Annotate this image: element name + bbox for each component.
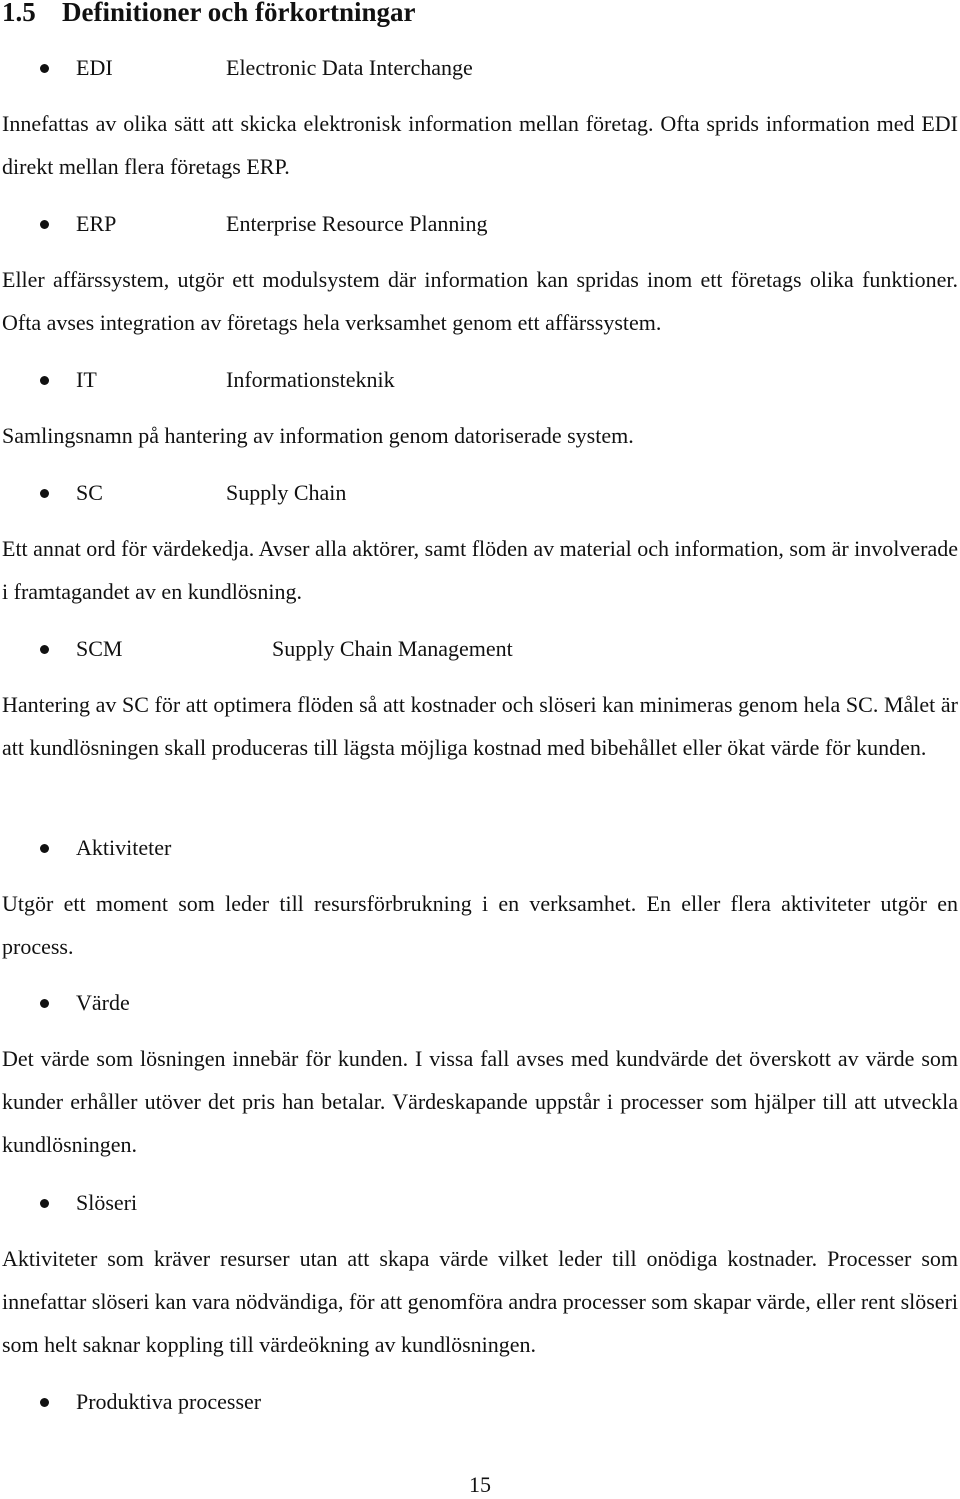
term-abbreviation: ERP bbox=[76, 211, 117, 236]
bullet-icon bbox=[40, 1199, 49, 1208]
term-expansion: Supply Chain Management bbox=[272, 636, 513, 661]
definition-paragraph: Aktiviteter som kräver resurser utan att skapa värde vilket leder till onödiga kostnader. Processer som innefattar slöseri kan vara nödvändiga, för att genomföra andra processer som skapar värde, eller rent slöseri som helt saknar koppling till värdeökning av kundlösningen. bbox=[2, 1246, 959, 1357]
term-abbreviation: EDI bbox=[76, 55, 113, 80]
definition-paragraph: Samlingsnamn på hantering av information genom datoriserade system. bbox=[2, 423, 634, 448]
term-abbreviation: IT bbox=[76, 367, 97, 392]
term-expansion: Enterprise Resource Planning bbox=[226, 211, 488, 236]
term-expansion: Electronic Data Interchange bbox=[226, 55, 473, 80]
term-abbreviation: Produktiva processer bbox=[76, 1389, 262, 1414]
definition-paragraph: Innefattas av olika sätt att skicka elektronisk information mellan företag. Ofta sprids information med EDI direkt mellan flera företags ERP. bbox=[2, 111, 958, 179]
bullet-icon bbox=[40, 844, 49, 853]
bullet-icon bbox=[40, 489, 49, 498]
term-abbreviation: SC bbox=[76, 480, 103, 505]
bullet-icon bbox=[40, 376, 49, 385]
bullet-icon bbox=[40, 64, 49, 73]
term-abbreviation: Värde bbox=[76, 990, 130, 1015]
definition-paragraph: Eller affärssystem, utgör ett modulsystem där information kan spridas inom ett företags olika funktioner. Ofta avses integration av företags hela verksamhet genom ett affärssystem. bbox=[2, 267, 958, 335]
bullet-icon bbox=[40, 1398, 49, 1407]
term-abbreviation: Slöseri bbox=[76, 1190, 138, 1215]
definition-paragraph: Utgör ett moment som leder till resursförbrukning i en verksamhet. En eller flera aktiviteter utgör en process. bbox=[2, 891, 958, 959]
definition-paragraph: Det värde som lösningen innebär för kunden. I vissa fall avses med kundvärde det överskott av värde som kunder erhåller utöver det pris han betalar. Värdeskapande uppstår i processer som hjälper till att utveckla kundlösningen. bbox=[2, 1046, 958, 1157]
bullet-icon bbox=[40, 999, 49, 1008]
term-expansion: Informationsteknik bbox=[226, 367, 395, 392]
section-title: Definitioner och förkortningar bbox=[62, 0, 416, 27]
definition-paragraph: Hantering av SC för att optimera flöden så att kostnader och slöseri kan minimeras genom hela SC. Målet är att kundlösningen skall produceras till lägsta möjliga kostnad med bibehållet eller ökat värde för kunden. bbox=[2, 692, 958, 760]
definition-paragraph: Ett annat ord för värdekedja. Avser alla aktörer, samt flöden av material och information, som är involverade i framtagandet av en kundlösning. bbox=[2, 536, 958, 604]
term-abbreviation: Aktiviteter bbox=[76, 835, 172, 860]
term-abbreviation: SCM bbox=[76, 636, 123, 661]
section-heading bbox=[2, 0, 415, 30]
bullet-icon bbox=[40, 220, 49, 229]
page-number: 15 bbox=[469, 1472, 491, 1497]
section-number: 1.5 bbox=[2, 0, 36, 27]
term-expansion: Supply Chain bbox=[226, 480, 347, 505]
bullet-icon bbox=[40, 645, 49, 654]
